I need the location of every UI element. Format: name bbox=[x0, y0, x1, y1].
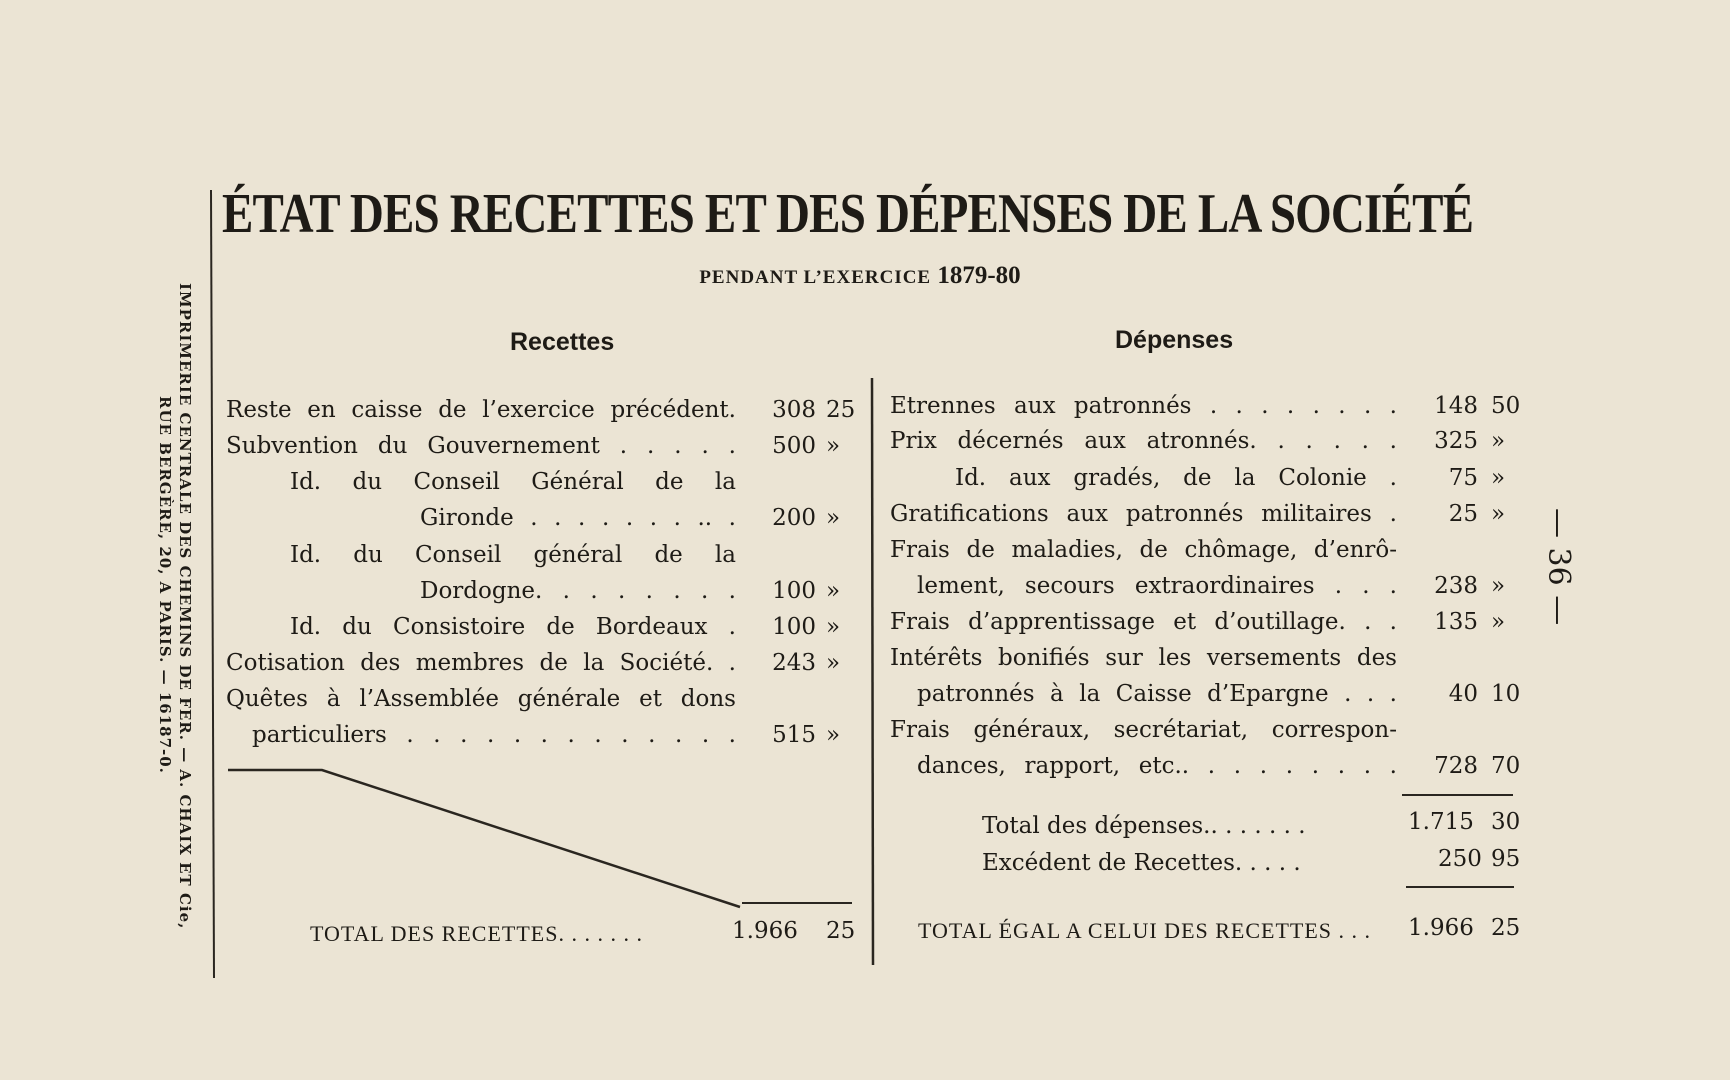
depenses-row-cents: 70 bbox=[1491, 753, 1521, 779]
recettes-row-label: Dordogne. . . . . . . . bbox=[420, 578, 736, 604]
recettes-row-label: Gironde . . . . . . . .. . bbox=[420, 505, 736, 531]
recettes-row-label: particuliers . . . . . . . . . . . . . bbox=[252, 722, 736, 748]
depenses-row-amount: 135 bbox=[1434, 609, 1478, 635]
depenses-row-cents: » bbox=[1491, 573, 1506, 599]
depenses-row-label: dances, rapport, etc.. . . . . . . . . bbox=[917, 753, 1397, 779]
depenses-excedent-cents: 95 bbox=[1491, 846, 1521, 872]
recettes-row-amount: 500 bbox=[772, 433, 816, 459]
recettes-row-cents: » bbox=[826, 722, 841, 748]
depenses-row-label: Frais d’apprentissage et d’outillage. . . bbox=[890, 609, 1397, 635]
depenses-total-cents: 25 bbox=[1491, 915, 1521, 941]
depenses-row-label: Frais généraux, secrétariat, correspon- bbox=[890, 717, 1397, 743]
depenses-row-cents: 50 bbox=[1491, 393, 1521, 419]
depenses-row-amount: 75 bbox=[1448, 465, 1478, 491]
recettes-row-amount: 308 bbox=[772, 397, 816, 423]
depenses-heading: Dépenses bbox=[1115, 326, 1234, 354]
recettes-row-amount: 243 bbox=[772, 650, 816, 676]
recettes-row-label: Subvention du Gouvernement . . . . . bbox=[226, 433, 736, 459]
left-margin-rule bbox=[211, 190, 214, 978]
depenses-subtotal-cents: 30 bbox=[1491, 809, 1521, 835]
depenses-row-label: Prix décernés aux atronnés. . . . . . bbox=[890, 428, 1397, 454]
recettes-blank-flourish bbox=[228, 770, 740, 907]
depenses-row-amount: 40 bbox=[1448, 681, 1478, 707]
recettes-row-label: Cotisation des membres de la Société. . bbox=[226, 650, 736, 676]
depenses-row-cents: » bbox=[1491, 501, 1506, 527]
recettes-total-cents: 25 bbox=[826, 918, 856, 944]
depenses-row-label: Frais de maladies, de chômage, d’enrô- bbox=[890, 537, 1397, 563]
depenses-subtotal-amount: 1.715 bbox=[1408, 809, 1474, 835]
recettes-total-label: TOTAL DES RECETTES. . . . . . . bbox=[310, 921, 643, 946]
depenses-row-amount: 325 bbox=[1434, 428, 1478, 454]
recettes-total-amount: 1.966 bbox=[732, 918, 798, 944]
recettes-row-label: Quêtes à l’Assemblée générale et dons bbox=[226, 686, 736, 712]
depenses-row-label: Intérêts bonifiés sur les versements des bbox=[890, 645, 1397, 671]
depenses-row-label: Etrennes aux patronnés . . . . . . . . bbox=[890, 393, 1397, 419]
depenses-row-label: lement, secours extraordinaires . . . bbox=[917, 573, 1397, 599]
recettes-row-cents: » bbox=[826, 433, 841, 459]
recettes-row-amount: 515 bbox=[772, 722, 816, 748]
depenses-total-label: TOTAL ÉGAL A CELUI DES RECETTES . . . bbox=[918, 918, 1372, 943]
depenses-row-amount: 25 bbox=[1448, 501, 1478, 527]
printer-imprint-line-1: IMPRIMERIE CENTRALE DES CHEMINS DE FER. — A. CHAIX ET Cie, bbox=[176, 283, 194, 930]
depenses-excedent-label: Excédent de Recettes. . . . . bbox=[982, 850, 1301, 876]
recettes-row-amount: 200 bbox=[772, 505, 816, 531]
recettes-row-label: Id. du Conseil Général de la bbox=[290, 469, 736, 495]
depenses-excedent-amount: 250 bbox=[1438, 846, 1482, 872]
recettes-row-cents: 25 bbox=[826, 397, 856, 423]
depenses-total-amount: 1.966 bbox=[1408, 915, 1474, 941]
subtitle-year: 1879-80 bbox=[937, 262, 1021, 289]
depenses-row-amount: 728 bbox=[1434, 753, 1478, 779]
document-subtitle bbox=[600, 262, 1120, 290]
depenses-subtotal-label: Total des dépenses.. . . . . . . bbox=[982, 813, 1306, 839]
depenses-row-cents: 10 bbox=[1491, 681, 1521, 707]
recettes-row-cents: » bbox=[826, 578, 841, 604]
recettes-row-label: Id. du Consistoire de Bordeaux . bbox=[290, 614, 736, 640]
depenses-row-cents: » bbox=[1491, 465, 1506, 491]
recettes-row-label: Reste en caisse de l’exercice précédent. bbox=[226, 397, 736, 423]
depenses-row-label: patronnés à la Caisse d’Epargne . . . bbox=[917, 681, 1397, 707]
depenses-row-cents: » bbox=[1491, 609, 1506, 635]
center-column-rule bbox=[872, 378, 873, 965]
recettes-row-amount: 100 bbox=[772, 578, 816, 604]
depenses-row-amount: 148 bbox=[1434, 393, 1478, 419]
page-number: — 36 — bbox=[1541, 508, 1576, 626]
depenses-row-label: Id. aux gradés, de la Colonie . bbox=[955, 465, 1397, 491]
recettes-row-cents: » bbox=[826, 650, 841, 676]
recettes-heading: Recettes bbox=[510, 328, 615, 356]
recettes-row-amount: 100 bbox=[772, 614, 816, 640]
recettes-row-cents: » bbox=[826, 614, 841, 640]
recettes-row-cents: » bbox=[826, 505, 841, 531]
subtitle-prefix: PENDANT L’EXERCICE bbox=[699, 267, 932, 288]
depenses-row-cents: » bbox=[1491, 428, 1506, 454]
document-title: ÉTAT DES RECETTES ET DES DÉPENSES DE LA SOCIÉTÉ bbox=[222, 183, 1474, 245]
printer-imprint-line-2: RUE BERGÈRE, 20, A PARIS. — 16187-0. bbox=[156, 396, 174, 774]
depenses-row-amount: 238 bbox=[1434, 573, 1478, 599]
depenses-row-label: Gratifications aux patronnés militaires . bbox=[890, 501, 1397, 527]
recettes-row-label: Id. du Conseil général de la bbox=[290, 542, 736, 568]
